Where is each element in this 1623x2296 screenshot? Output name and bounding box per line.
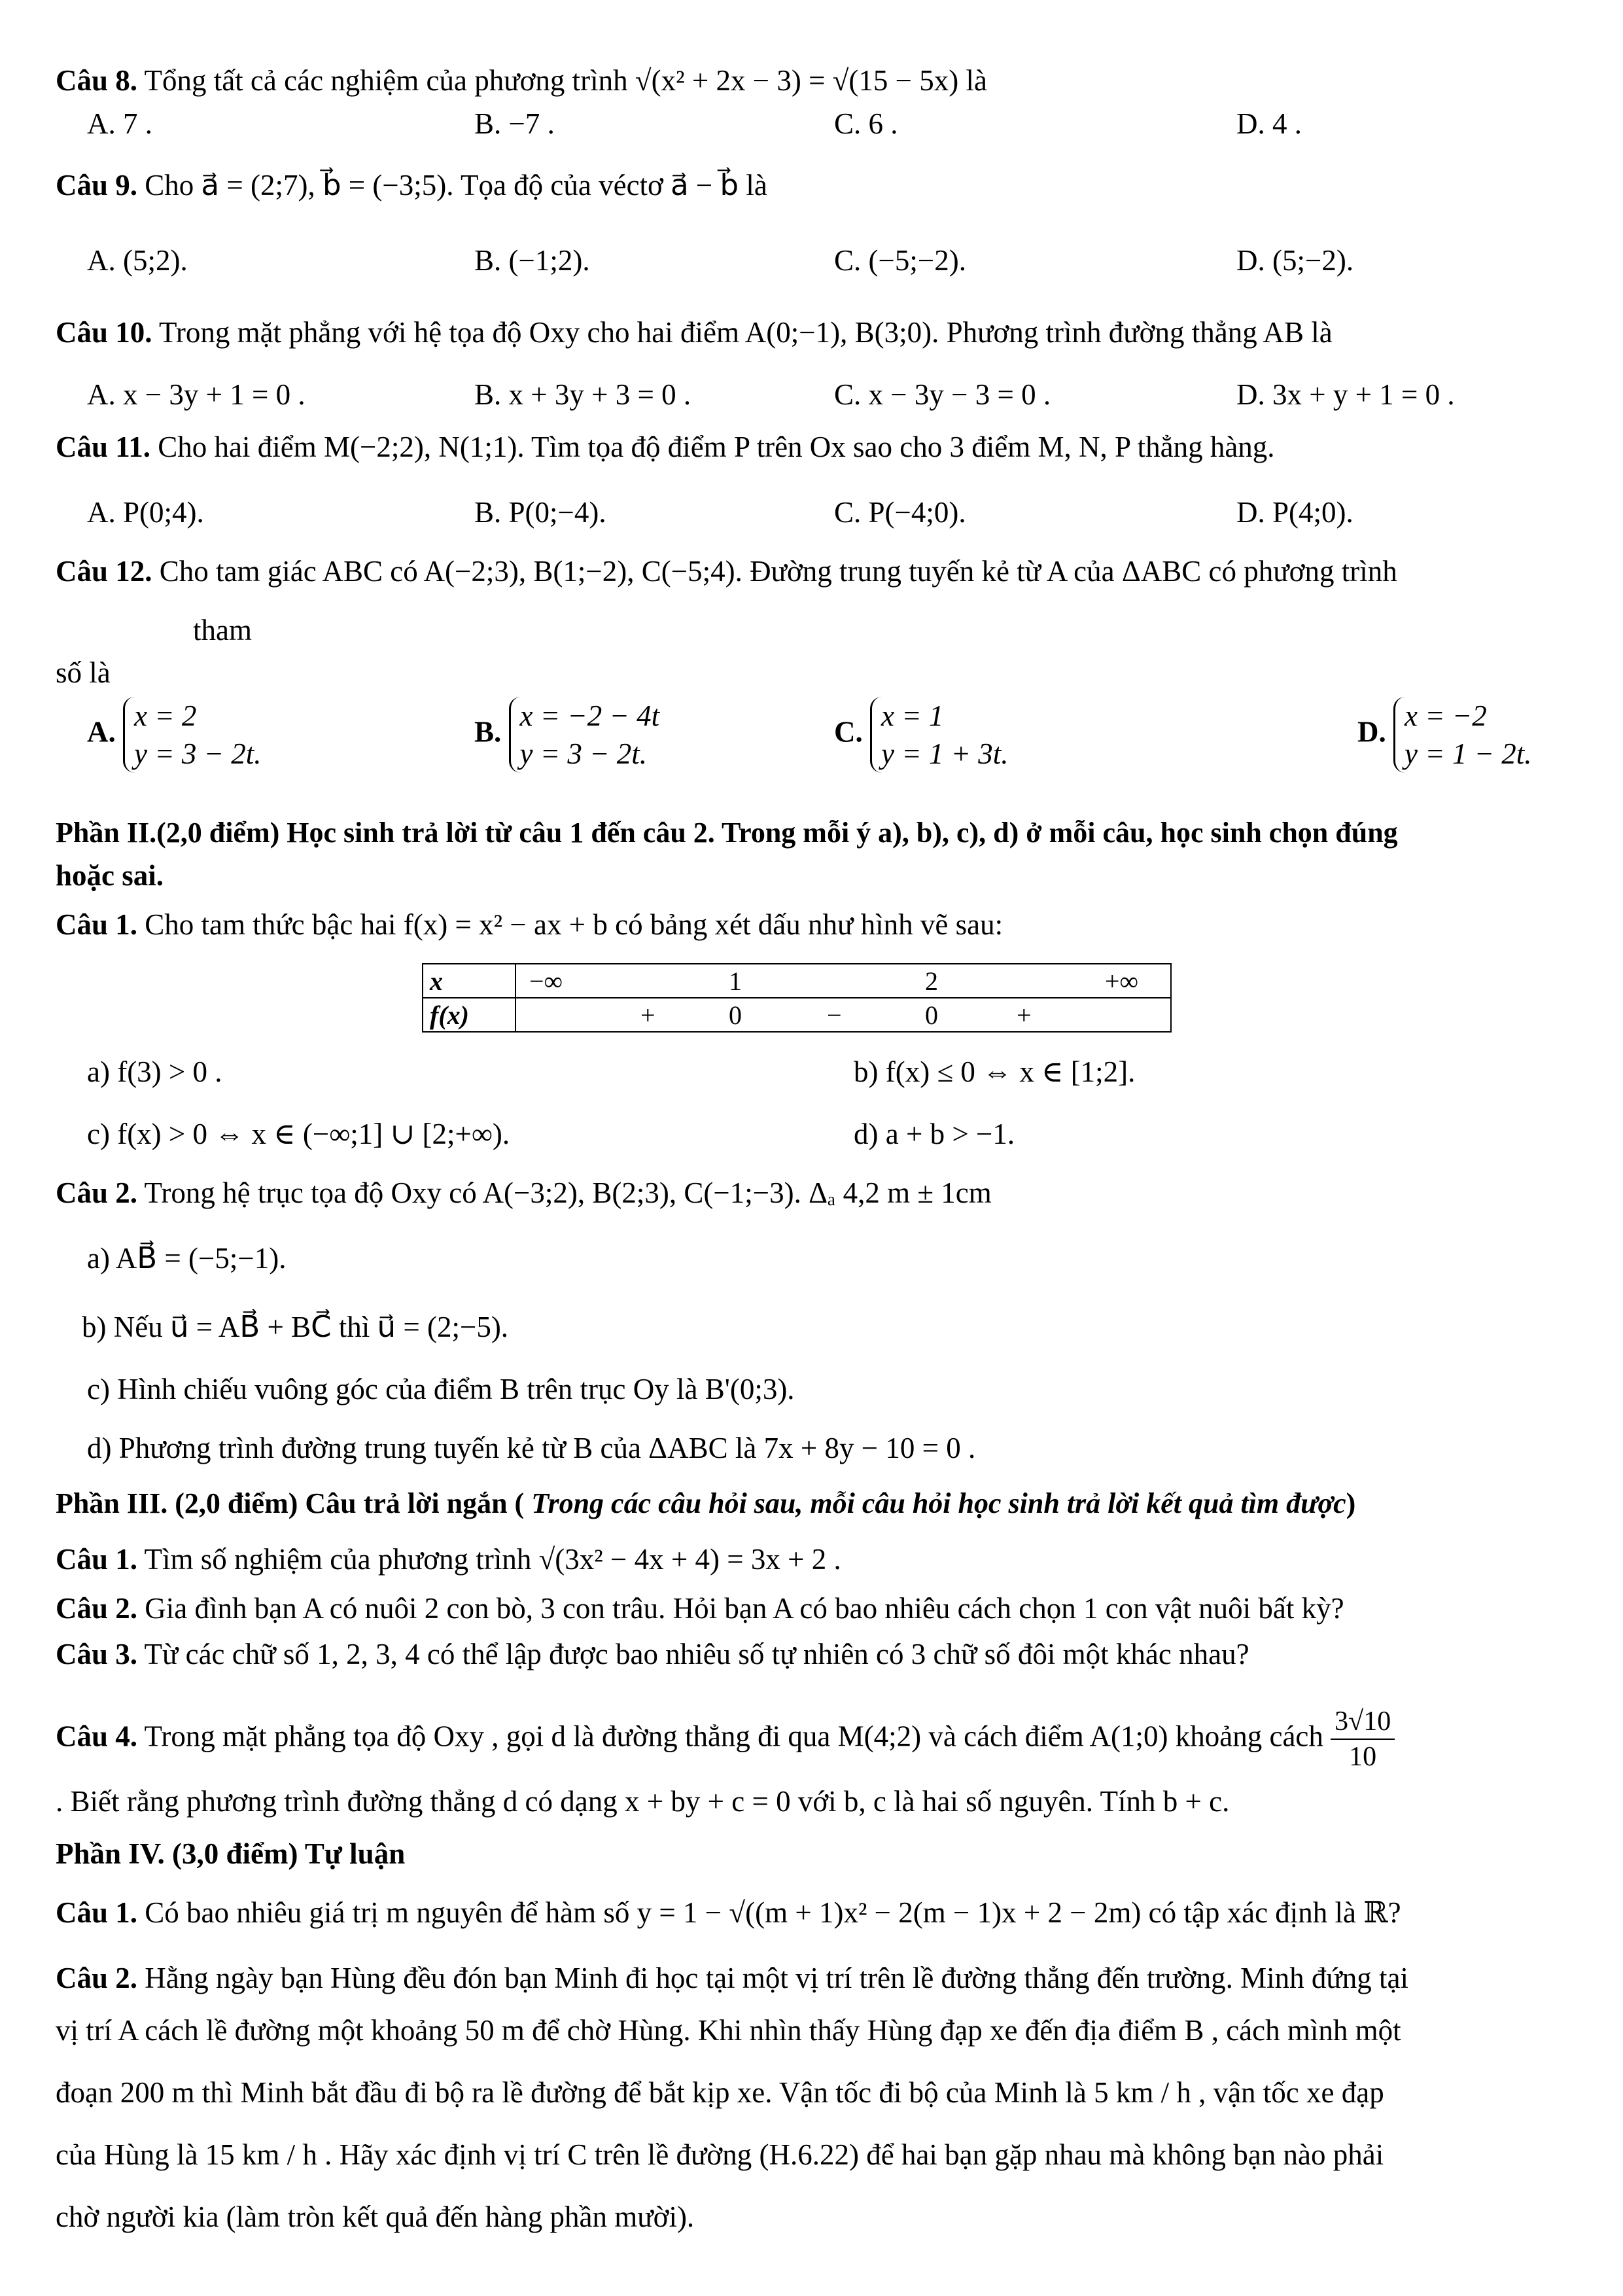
p2-c1-d: d) a + b > −1. bbox=[854, 1118, 1015, 1150]
q12-option-d-eq1: x = −2 bbox=[1405, 699, 1487, 732]
q8-text: Tổng tất cả các nghiệm của phương trình √(x² + 2x − 3) = √(15 − 5x) là bbox=[144, 64, 987, 97]
q9-option-a: A. (5;2). bbox=[87, 244, 188, 277]
sign-x-neg-inf: −∞ bbox=[529, 966, 563, 996]
part3-title bbox=[56, 1485, 1355, 1522]
q12-text-cont: tham bbox=[193, 614, 252, 646]
q12-option-a-system bbox=[123, 697, 261, 773]
p3-c4 bbox=[56, 1704, 1395, 1774]
sign-table-x-header: x bbox=[423, 964, 515, 998]
q12-text: Cho tam giác ABC có A(−2;3), B(1;−2), C(−5;4). Đường trung tuyến kẻ từ A của ΔABC có phương trình bbox=[159, 555, 1397, 588]
p4-c1-label: Câu 1. bbox=[56, 1896, 138, 1929]
q9-option-d: D. (5;−2). bbox=[1236, 244, 1354, 277]
p3-c1-text: Tìm số nghiệm của phương trình √(3x² − 4x + 4) = 3x + 2 . bbox=[144, 1543, 841, 1576]
p2-c1-text: Cho tam thức bậc hai f(x) = x² − ax + b có bảng xét dấu như hình vẽ sau: bbox=[145, 908, 1003, 941]
q12-option-c bbox=[834, 697, 1008, 773]
p2-c1-b: b) f(x) ≤ 0 ⇔ x ∈ [1;2]. bbox=[854, 1055, 1136, 1088]
q9-option-b: B. (−1;2). bbox=[474, 244, 590, 277]
p4-c2-line-2: vị trí A cách lề đường một khoảng 50 m để chờ Hùng. Khi nhìn thấy Hùng đạp xe đến địa điểm B , cách mình một bbox=[56, 2014, 1401, 2047]
q9-text: Cho a⃗ = (2;7), b⃗ = (−3;5). Tọa độ của véctơ a⃗ − b⃗ là bbox=[145, 169, 767, 202]
q12-label: Câu 12. bbox=[56, 555, 152, 588]
q11-option-a: A. P(0;4). bbox=[87, 496, 204, 529]
q12-text-cont2: số là bbox=[56, 656, 111, 689]
p4-c2-label: Câu 2. bbox=[56, 1962, 138, 1994]
q10-label: Câu 10. bbox=[56, 316, 152, 349]
sign-table-row-x bbox=[423, 964, 1171, 998]
q9-stem bbox=[56, 167, 767, 203]
part3-title-bold: Phần III. (2,0 điểm) Câu trả lời ngắn ( bbox=[56, 1487, 525, 1519]
sign-table bbox=[422, 963, 1172, 1033]
q12-option-a-letter: A. bbox=[87, 715, 116, 749]
p3-c4-text: Trong mặt phẳng tọa độ Oxy , gọi d là đường thẳng đi qua M(4;2) và cách điểm A(1;0) khoảng cách bbox=[144, 1720, 1323, 1753]
p3-c3 bbox=[56, 1636, 1249, 1672]
p3-c1 bbox=[56, 1541, 841, 1578]
q12-option-b-eq1: x = −2 − 4t bbox=[519, 699, 660, 732]
q11-stem bbox=[56, 429, 1275, 465]
p4-c2-line-5: chờ người kia (làm tròn kết quả đến hàng phần mười). bbox=[56, 2200, 695, 2233]
p3-c3-text: Từ các chữ số 1, 2, 3, 4 có thể lập được bao nhiêu số tự nhiên có 3 chữ số đôi một khác nhau? bbox=[144, 1638, 1249, 1670]
p4-c1 bbox=[56, 1894, 1401, 1931]
p2-c2-stem bbox=[56, 1174, 992, 1211]
p4-c2-line-4: của Hùng là 15 km / h . Hãy xác định vị trí C trên lề đường (H.6.22) để hai bạn gặp nhau mà không bạn nào phải bbox=[56, 2138, 1384, 2171]
q12-option-b bbox=[474, 697, 659, 773]
part2-title: Phần II.(2,0 điểm) Học sinh trả lời từ câu 1 đến câu 2. Trong mỗi ý a), b), c), d) ở mỗi câu, học sinh chọn đúng bbox=[56, 817, 1398, 849]
p2-c2-b: b) Nếu u⃗ = AB⃗ + BC⃗ thì u⃗ = (2;−5). bbox=[82, 1311, 509, 1343]
p3-c1-label: Câu 1. bbox=[56, 1543, 138, 1576]
q12-stem bbox=[56, 553, 1397, 590]
p4-c2-text-1: Hằng ngày bạn Hùng đều đón bạn Minh đi học tại một vị trí trên lề đường thẳng đến trường. Minh đứng tại bbox=[145, 1962, 1408, 1994]
sign-table-x-values bbox=[515, 964, 1171, 998]
sign-f-plus-2: + bbox=[1017, 1000, 1032, 1030]
p2-c2-c: c) Hình chiếu vuông góc của điểm B trên trục Oy là B'(0;3). bbox=[87, 1373, 795, 1405]
q12-option-a-eq1: x = 2 bbox=[134, 699, 197, 732]
q8-option-b: B. −7 . bbox=[474, 107, 555, 140]
q11-text: Cho hai điểm M(−2;2), N(1;1). Tìm tọa độ điểm P trên Ox sao cho 3 điểm M, N, P thẳng hàng. bbox=[158, 431, 1275, 463]
q10-stem bbox=[56, 314, 1333, 351]
q10-option-d: D. 3x + y + 1 = 0 . bbox=[1236, 378, 1455, 411]
p4-c2-line-1 bbox=[56, 1960, 1408, 1996]
part3-title-end: ) bbox=[1346, 1487, 1356, 1519]
part2-title-cont: hoặc sai. bbox=[56, 859, 164, 892]
sign-x-2: 2 bbox=[925, 966, 938, 996]
sign-f-plus-1: + bbox=[640, 1000, 655, 1030]
sign-f-zero-2: 0 bbox=[925, 1000, 938, 1030]
part4-title: Phần IV. (3,0 điểm) Tự luận bbox=[56, 1837, 406, 1870]
p2-c2-text: Trong hệ trục tọa độ Oxy có A(−3;2), B(2;3), C(−1;−3). Δₐ 4,2 m ± 1cm bbox=[144, 1176, 992, 1209]
q8-stem bbox=[56, 62, 987, 99]
q11-option-c: C. P(−4;0). bbox=[834, 496, 966, 529]
q9-option-c: C. (−5;−2). bbox=[834, 244, 966, 277]
q10-text: Trong mặt phẳng với hệ tọa độ Oxy cho hai điểm A(0;−1), B(3;0). Phương trình đường thẳng AB là bbox=[158, 316, 1333, 349]
sign-x-1: 1 bbox=[729, 966, 742, 996]
q8-label: Câu 8. bbox=[56, 64, 138, 97]
q12-option-d bbox=[1357, 697, 1531, 773]
q8-option-c: C. 6 . bbox=[834, 107, 898, 140]
part3-title-italic: Trong các câu hỏi sau, mỗi câu hỏi học sinh trả lời kết quả tìm được bbox=[524, 1487, 1346, 1519]
p3-c2-text: Gia đình bạn A có nuôi 2 con bò, 3 con trâu. Hỏi bạn A có bao nhiêu cách chọn 1 con vật nuôi bất kỳ? bbox=[145, 1592, 1344, 1625]
q8-option-a: A. 7 . bbox=[87, 107, 152, 140]
q12-option-b-letter: B. bbox=[474, 715, 502, 749]
sign-f-minus: − bbox=[827, 1000, 842, 1030]
sign-table-f-header: f(x) bbox=[423, 998, 515, 1032]
p3-c4-frac-den: 10 bbox=[1349, 1742, 1377, 1772]
p3-c4-frac-num: 3√10 bbox=[1331, 1704, 1395, 1740]
p3-c4-fraction bbox=[1331, 1704, 1395, 1774]
p2-c1-stem bbox=[56, 906, 1003, 943]
sign-f-zero-1: 0 bbox=[729, 1000, 742, 1030]
p3-c2-label: Câu 2. bbox=[56, 1592, 138, 1625]
q11-option-d: D. P(4;0). bbox=[1236, 496, 1353, 529]
q11-option-b: B. P(0;−4). bbox=[474, 496, 606, 529]
q12-option-c-eq1: x = 1 bbox=[881, 699, 944, 732]
p2-c1-c: c) f(x) > 0 ⇔ x ∈ (−∞;1] ∪ [2;+∞). bbox=[87, 1118, 510, 1150]
p3-c4-label: Câu 4. bbox=[56, 1720, 138, 1753]
q12-option-d-eq2: y = 1 − 2t. bbox=[1405, 737, 1532, 770]
p2-c2-d: d) Phương trình đường trung tuyến kẻ từ B của ΔABC là 7x + 8y − 10 = 0 . bbox=[87, 1432, 976, 1464]
q12-option-d-letter: D. bbox=[1357, 715, 1386, 749]
q8-option-d: D. 4 . bbox=[1236, 107, 1302, 140]
p3-c3-label: Câu 3. bbox=[56, 1638, 138, 1670]
p2-c1-label: Câu 1. bbox=[56, 908, 138, 941]
p4-c2-line-3: đoạn 200 m thì Minh bắt đầu đi bộ ra lề đường để bắt kịp xe. Vận tốc đi bộ của Minh là 5 km / h , vận tốc xe đạp bbox=[56, 2076, 1384, 2109]
p3-c4-cont: . Biết rằng phương trình đường thẳng d có dạng x + by + c = 0 với b, c là hai số nguyên. Tính b + c. bbox=[56, 1785, 1230, 1818]
q9-label: Câu 9. bbox=[56, 169, 138, 202]
p2-c2-a: a) AB⃗ = (−5;−1). bbox=[87, 1242, 287, 1275]
q12-option-c-system bbox=[870, 697, 1008, 773]
sign-table-row-f bbox=[423, 998, 1171, 1032]
q12-option-d-system bbox=[1393, 697, 1531, 773]
q10-option-a: A. x − 3y + 1 = 0 . bbox=[87, 378, 305, 411]
sign-x-pos-inf: +∞ bbox=[1105, 966, 1139, 996]
sign-table-f-values bbox=[515, 998, 1171, 1032]
q12-option-c-eq2: y = 1 + 3t. bbox=[881, 737, 1009, 770]
q12-option-a bbox=[87, 697, 261, 773]
q10-option-c: C. x − 3y − 3 = 0 . bbox=[834, 378, 1051, 411]
q12-option-b-eq2: y = 3 − 2t. bbox=[519, 737, 647, 770]
q11-label: Câu 11. bbox=[56, 431, 151, 463]
p2-c1-a: a) f(3) > 0 . bbox=[87, 1055, 222, 1088]
q12-option-c-letter: C. bbox=[834, 715, 863, 749]
q10-option-b: B. x + 3y + 3 = 0 . bbox=[474, 378, 691, 411]
q12-option-a-eq2: y = 3 − 2t. bbox=[134, 737, 262, 770]
p4-c1-text: Có bao nhiêu giá trị m nguyên để hàm số y = 1 − √((m + 1)x² − 2(m − 1)x + 2 − 2m) có tập xác định là ℝ? bbox=[145, 1896, 1401, 1929]
p2-c2-label: Câu 2. bbox=[56, 1176, 138, 1209]
p3-c2 bbox=[56, 1590, 1344, 1627]
q12-option-b-system bbox=[509, 697, 660, 773]
